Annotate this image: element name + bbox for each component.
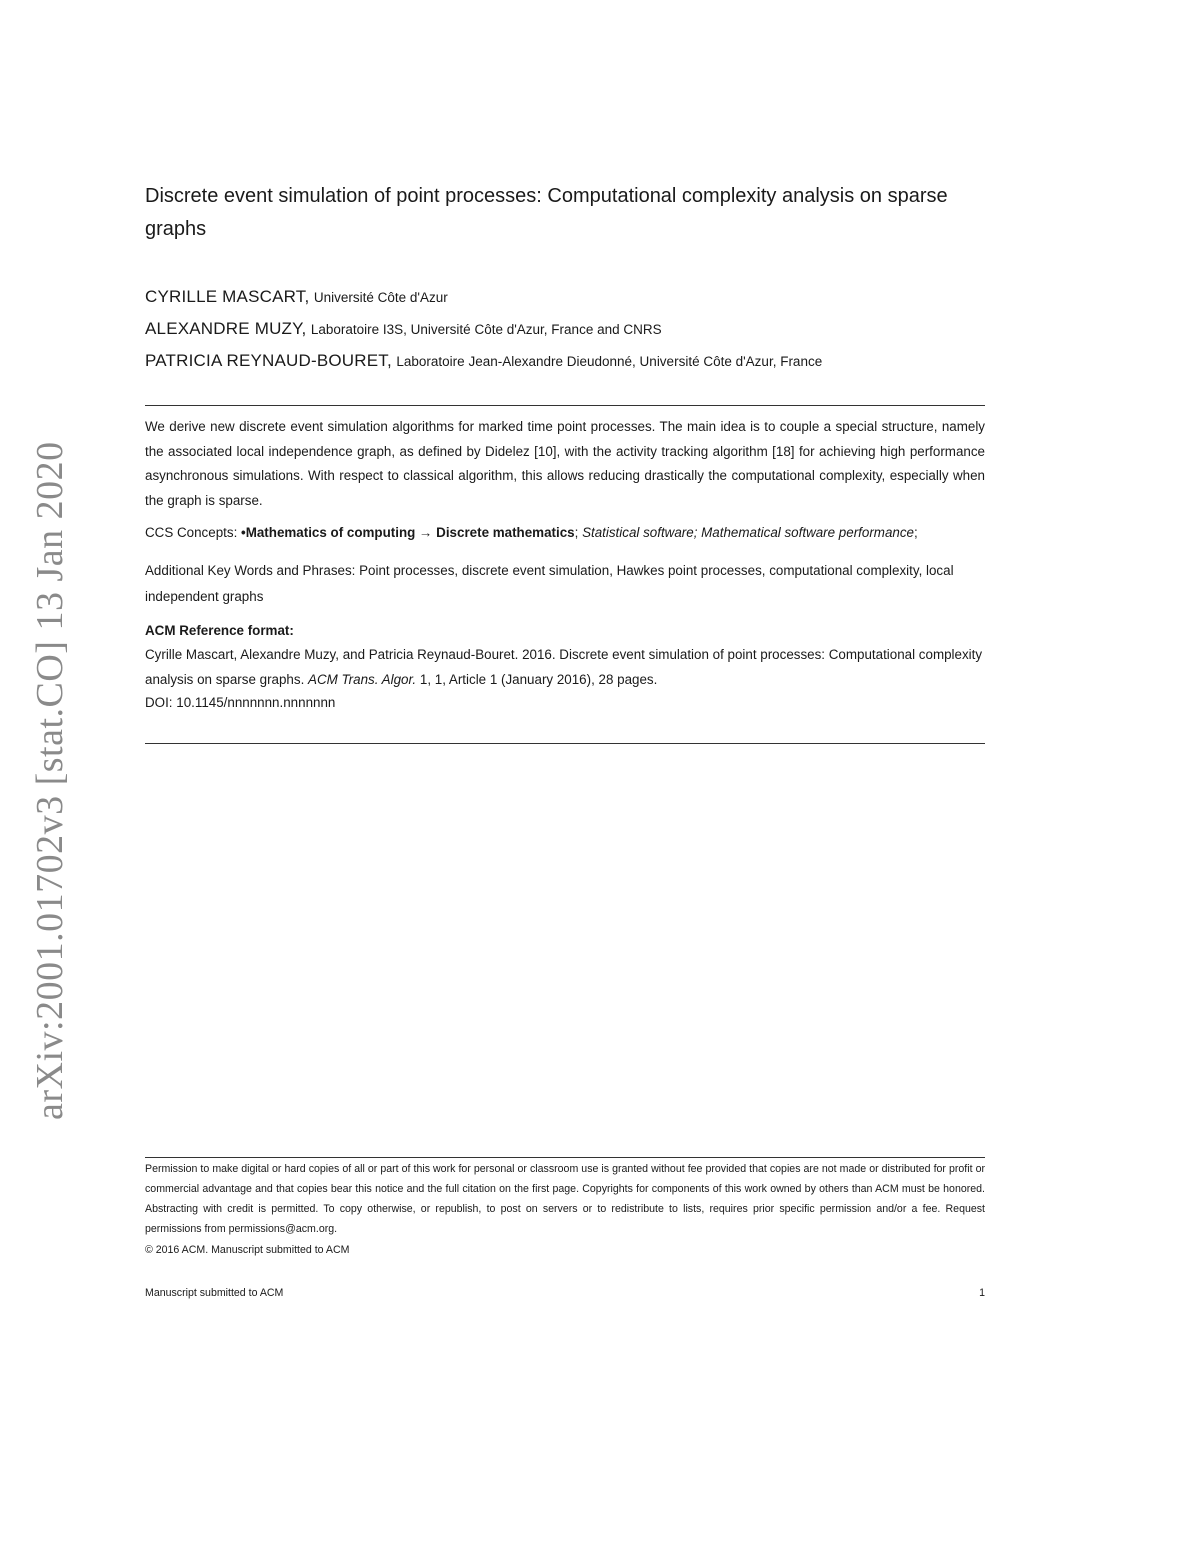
ccs-separator: ; — [574, 525, 583, 540]
author-name: PATRICIA REYNAUD-BOURET, — [145, 351, 392, 370]
ccs-secondary-concepts: Statistical software; Mathematical software performance — [582, 525, 914, 540]
author-name: CYRILLE MASCART, — [145, 287, 310, 306]
ccs-concepts — [145, 521, 985, 545]
author-affiliation: Laboratoire I3S, Université Côte d'Azur, France and CNRS — [310, 322, 662, 337]
ccs-primary-concept: •Mathematics of computing → Discrete mathematics — [241, 525, 575, 540]
bottom-rule — [145, 743, 985, 744]
ccs-end: ; — [913, 525, 918, 540]
author-entry — [145, 283, 985, 315]
author-list — [145, 283, 985, 379]
arxiv-identifier-stamp: arXiv:2001.01702v3 [stat.CO] 13 Jan 2020 — [29, 441, 71, 1120]
footnote-rule — [145, 1157, 985, 1158]
ccs-label: CCS Concepts: — [145, 525, 242, 540]
author-affiliation: Université Côte d'Azur — [313, 290, 448, 305]
top-rule — [145, 405, 985, 406]
copyright-notice: © 2016 ACM. Manuscript submitted to ACM — [145, 1244, 350, 1256]
reference-text — [145, 643, 985, 692]
reference-volume: 1, 1, Article 1 (January 2016), 28 pages. — [416, 671, 658, 687]
author-entry — [145, 347, 985, 379]
page-number: 1 — [979, 1287, 985, 1299]
abstract: We derive new discrete event simulation algorithms for marked time point processes. The main idea is to couple a special structure, namely the associated local independence graph, as defined by Didelez [10], with the activity tracking algorithm [18] for achieving high performance asynchronous simulations. With respect to classical algorithm, this allows reducing drastically the computational complexity, especially when the graph is sparse. — [145, 419, 985, 508]
keywords: Additional Key Words and Phrases: Point processes, discrete event simulation, Hawkes point processes, computational complexity, local independent graphs — [145, 563, 954, 604]
paper-title: Discrete event simulation of point processes: Computational complexity analysis on sparse graphs — [145, 185, 948, 240]
reference-journal: ACM Trans. Algor. — [308, 671, 417, 687]
author-affiliation: Laboratoire Jean-Alexandre Dieudonné, Université Côte d'Azur, France — [396, 354, 823, 369]
author-name: ALEXANDRE MUZY, — [145, 319, 307, 338]
permission-notice: Permission to make digital or hard copies of all or part of this work for personal or classroom use is granted without fee provided that copies are not made or distributed for profit or commercial advantage and that copies bear this notice and the full citation on the first page. Copyrights for components of this work owned by others than ACM must be honored. Abstracting with credit is permitted. To copy otherwise, or republish, to post on servers or to redistribute to lists, requires prior specific permission and/or a fee. Request permissions from permissions@acm.org. — [145, 1163, 985, 1235]
reference-authors-title: Cyrille Mascart, Alexandre Muzy, and Patricia Reynaud-Bouret. 2016. Discrete event simulation of point processes: Computational complexity analysis on sparse graphs. — [145, 647, 983, 687]
reference-heading: ACM Reference format: — [145, 623, 294, 638]
author-entry — [145, 315, 985, 347]
reference-doi: DOI: 10.1145/nnnnnnn.nnnnnnn — [145, 695, 336, 710]
footer-manuscript-note: Manuscript submitted to ACM — [145, 1287, 284, 1299]
